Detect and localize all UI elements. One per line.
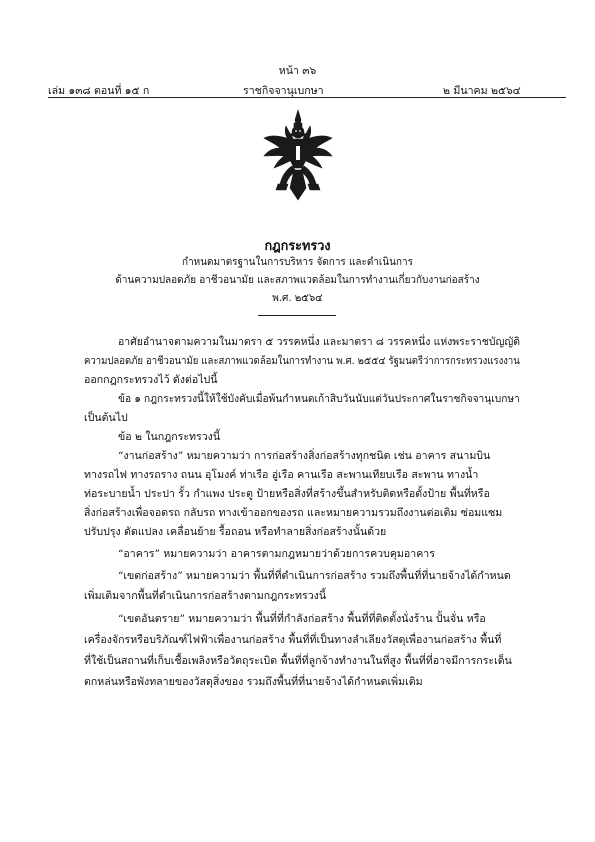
body-line: ข้อ ๑ กฎกระทรวงนี้ให้ใช้บังคับเมื่อพ้นกำหนดเก้าสิบวันนับแต่วันประกาศในราชกิจจานุเบกษา — [118, 393, 520, 405]
body-line: ทางรถไฟ ทางรถราง ถนน อุโมงค์ ท่าเรือ อู่เรือ คานเรือ สะพานเทียบเรือ สะพาน ทางน้ำ — [84, 469, 479, 481]
header-rule — [48, 97, 566, 98]
body-line: สิ่งก่อสร้างเพื่อจอดรถ กลับรถ ทางเข้าออกของรถ และหมายความรวมถึงงานต่อเติม ซ่อมแซม — [84, 507, 503, 519]
body-line: ที่ใช้เป็นสถานที่เก็บเชื้อเพลิงหรือวัตถุระเบิด พื้นที่ที่ลูกจ้างทำงานในที่สูง พื้นที่ที่อาจมีการกระเด็น — [84, 655, 512, 667]
title-rule — [258, 315, 336, 316]
page-number: หน้า ๓๖ — [278, 65, 317, 77]
body-line: “เขตก่อสร้าง” หมายความว่า พื้นที่ที่ดำเนินการก่อสร้าง รวมถึงพื้นที่ที่นายจ้างได้กำหนด — [118, 570, 511, 582]
subtitle-year: พ.ศ. ๒๕๖๔ — [272, 292, 323, 304]
gazette-name: ราชกิจจานุเบกษา — [243, 85, 324, 97]
subtitle-line-2: ด้านความปลอดภัย อาชีวอนามัย และสภาพแวดล้อมในการทำงานเกี่ยวกับงานก่อสร้าง — [115, 274, 480, 286]
body-line: ปรับปรุง ดัดแปลง เคลื่อนย้าย รื้อถอน หรือทำลายสิ่งก่อสร้างนั้นด้วย — [84, 526, 387, 538]
body-line: “อาคาร” หมายความว่า อาคารตามกฎหมายว่าด้วยการควบคุมอาคาร — [118, 548, 435, 560]
document-title: กฎกระทรวง — [264, 238, 331, 254]
body-line: เพิ่มเติมจากพื้นที่ดำเนินการก่อสร้างตามกฎกระทรวงนี้ — [84, 590, 327, 602]
body-line: ความปลอดภัย อาชีวอนามัย และสภาพแวดล้อมในการทำงาน พ.ศ. ๒๕๕๔ รัฐมนตรีว่าการกระทรวงแรงงาน — [84, 355, 520, 367]
body-line: ตกหล่นหรือพังทลายของวัสดุสิ่งของ รวมถึงพื้นที่ที่นายจ้างได้กำหนดเพิ่มเติม — [84, 676, 423, 688]
publication-date: ๒ มีนาคม ๒๕๖๔ — [443, 85, 521, 97]
body-line: อาศัยอำนาจตามความในมาตรา ๕ วรรคหนึ่ง และมาตรา ๘ วรรคหนึ่ง แห่งพระราชบัญญัติ — [118, 336, 520, 348]
volume-info: เล่ม ๑๓๘ ตอนที่ ๑๕ ก — [48, 85, 150, 97]
body-line: เครื่องจักรหรือบริภัณฑ์ไฟฟ้าเพื่องานก่อสร้าง พื้นที่ที่เป็นทางลำเลียงวัสดุเพื่องานก่อสร้าง พื้นที่ — [84, 634, 502, 646]
body-line: “เขตอันตราย” หมายความว่า พื้นที่ที่กำลังก่อสร้าง พื้นที่ที่ติดตั้งนั่งร้าน ปั้นจั่น หรือ — [118, 613, 486, 625]
garuda-emblem-icon — [262, 108, 334, 204]
body-line: เป็นต้นไป — [84, 412, 128, 424]
body-line: ข้อ ๒ ในกฎกระทรวงนี้ — [118, 431, 221, 443]
body-line: “งานก่อสร้าง” หมายความว่า การก่อสร้างสิ่งก่อสร้างทุกชนิด เช่น อาคาร สนามบิน — [118, 450, 491, 462]
subtitle-line-1: กำหนดมาตรฐานในการบริหาร จัดการ และดำเนินการ — [182, 256, 413, 268]
body-line: ออกกฎกระทรวงไว้ ดังต่อไปนี้ — [84, 374, 218, 386]
body-line: ท่อระบายน้ำ ประปา รั้ว กำแพง ประตู ป้ายหรือสิ่งที่สร้างขึ้นสำหรับติดหรือตั้งป้าย พื้นที่หรือ — [84, 488, 490, 500]
